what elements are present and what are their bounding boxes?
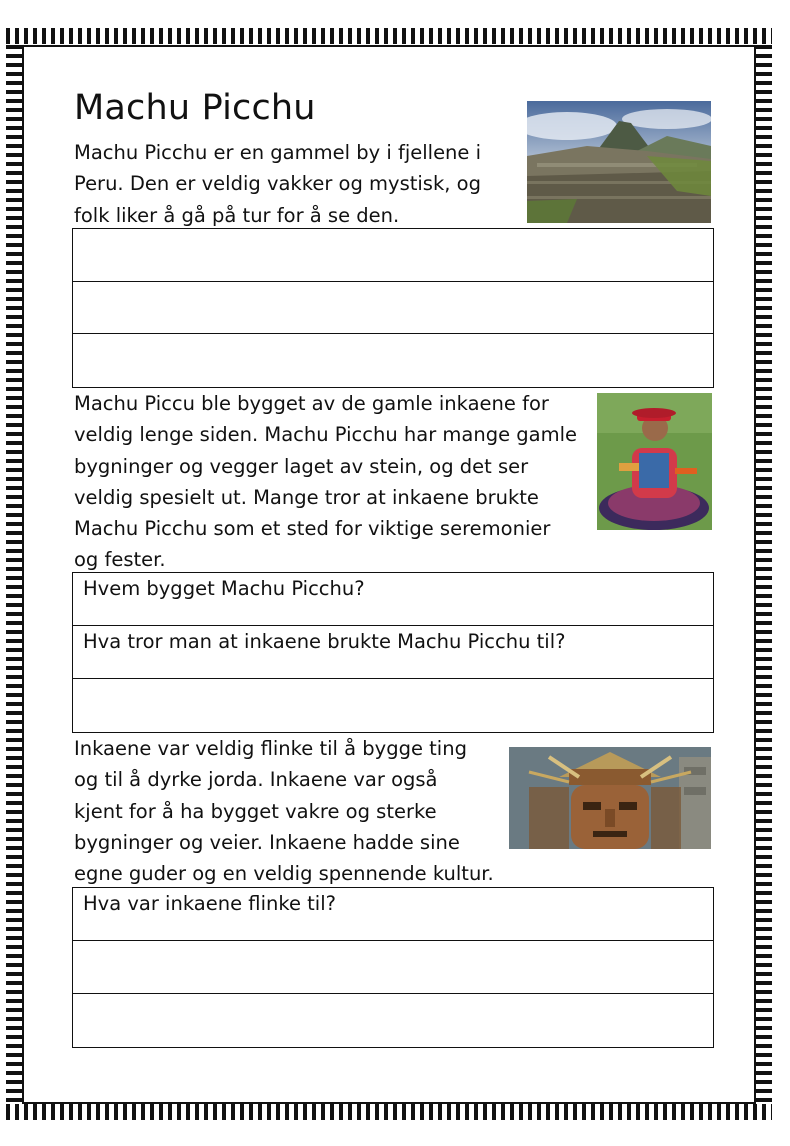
inca-mask-illustration	[509, 747, 711, 849]
text-line: Peru. Den er veldig vakker og mystisk, og	[74, 172, 481, 196]
answer-line[interactable]	[73, 229, 713, 282]
answer-line[interactable]: Hva var inkaene flinke til?	[73, 888, 713, 941]
text-line: og til å dyrke jorda. Inkaene var også	[74, 768, 438, 792]
answer-box-2	[72, 572, 714, 733]
answer-line[interactable]	[73, 282, 713, 335]
text-line: veldig spesielt ut. Mange tror at inkaene brukte	[74, 485, 539, 509]
answer-line[interactable]	[73, 334, 713, 387]
text-line: Machu Picchu er en gammel by i fjellene i	[74, 141, 482, 164]
text-line: Machu Picchu som et sted for viktige seremonier	[74, 517, 551, 541]
answer-line[interactable]: Hva tror man at inkaene brukte Machu Picchu til?	[73, 626, 713, 679]
answer-line[interactable]	[73, 679, 713, 732]
text-line: og fester.	[74, 548, 166, 572]
text-line: folk liker å gå på tur for å se den.	[74, 203, 400, 227]
paragraph-2	[74, 388, 577, 576]
text-line: egne guder og en veldig spennende kultur.	[74, 862, 494, 886]
page-title: Machu Picchu	[74, 88, 316, 128]
answer-box-3	[72, 887, 714, 1048]
text-line: kjent for å ha bygget vakre og sterke	[74, 799, 437, 823]
paragraph-1	[74, 137, 481, 231]
answer-box-1	[72, 228, 714, 388]
text-line: bygninger og vegger laget av stein, og det ser	[74, 454, 529, 478]
inca-woman-photo	[597, 393, 712, 530]
text-line: bygninger og veier. Inkaene hadde sine	[74, 830, 460, 854]
text-line: Machu Piccu ble bygget av de gamle inkaene for	[74, 392, 549, 415]
answer-line[interactable]	[73, 994, 713, 1047]
answer-line[interactable]	[73, 941, 713, 994]
text-line: Inkaene var veldig flinke til å bygge ting	[74, 737, 467, 760]
answer-line[interactable]: Hvem bygget Machu Picchu?	[73, 573, 713, 626]
text-line: veldig lenge siden. Machu Picchu har mange gamle	[74, 423, 578, 447]
paragraph-3	[74, 733, 494, 889]
machu-picchu-photo	[527, 101, 711, 223]
